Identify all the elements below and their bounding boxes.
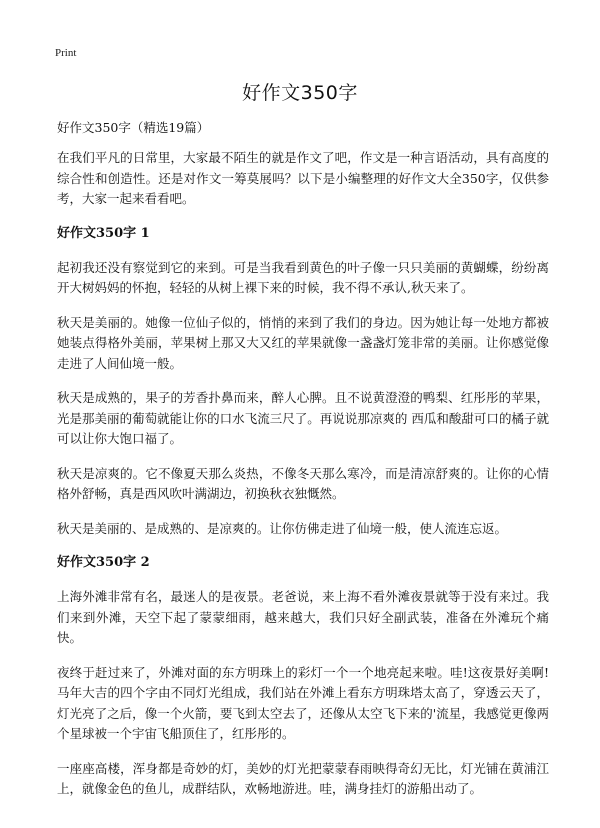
paragraph: 一座座高楼，浑身都是奇妙的灯，美妙的灯光把蒙蒙春雨映得奇幻无比，灯光铺在黄浦江上，就像金色的鱼儿，成群结队，欢畅地游进。哇，满身挂灯的游船出动了。 [57,760,549,796]
document-title: 好作文350字 [242,82,358,104]
print-link[interactable]: Print [55,47,77,59]
section-2 [57,553,549,800]
paragraph: 起初我还没有察觉到它的来到。可是当我看到黄色的叶子像一只只美丽的黄蝴蝶，纷纷离开大树妈妈的怀抱，轻轻的从树上裸下来的时候，我不得不承认,秋天来了。 [57,259,549,295]
paragraph: 秋天是成熟的，果子的芳香扑鼻而来，醉人心脾。且不说黄澄澄的鸭梨、红彤彤的苹果，光是那美丽的葡萄就能让你的口水飞流三尺了。再说说那凉爽的 西瓜和酸甜可口的橘子就可以让你大饱口福了。 [57,390,549,446]
intro-paragraph: 在我们平凡的日常里，大家最不陌生的就是作文了吧，作文是一种言语活动，具有高度的综合性和创造性。还是对作文一筹莫展吗？以下是小编整理的好作文大全350字，仅供参考，大家一起来看看吧。 [57,150,549,206]
document-subtitle: 好作文350字（精选19篇） [57,120,210,135]
section-1 [57,224,549,540]
paragraph: 秋天是美丽的。她像一位仙子似的，悄悄的来到了我们的身边。因为她让每一处地方都被她装点得格外美丽，苹果树上那又大又红的苹果就像一盏盏灯笼非常的美丽。让你感觉像走进了人间仙境一般。 [57,314,549,371]
paragraph: 夜终于赶过来了，外滩对面的东方明珠上的彩灯一个一个地亮起来啦。哇!这夜景好美啊!马年大吉的四个字由不同灯光组成，我们站在外滩上看东方明珠塔太高了，穿透云天了，灯光亮了之后，像一个火箭，要飞到太空去了，还像从太空飞下来的'流星，我感觉更像两个星球被一个宇宙飞船顶住了，红彤彤的。 [57,664,549,741]
paragraph: 秋天是美丽的、是成熟的、是凉爽的。让你仿佛走进了仙境一般，使人流连忘返。 [57,520,508,536]
document-body [57,118,549,814]
section-heading: 好作文350字 2 [57,555,150,570]
section-heading: 好作文350字 1 [57,225,150,241]
paragraph: 秋天是凉爽的。它不像夏天那么炎热，不像冬天那么寒冷，而是清凉舒爽的。让你的心情格外舒畅，真是西风吹叶满湖边，初换秋衣独慨然。 [57,465,549,501]
paragraph: 上海外滩非常有名，最迷人的是夜景。老爸说，来上海不看外滩夜景就等于没有来过。我们来到外滩，天空下起了蒙蒙细雨，越来越大，我们只好全副武装，准备在外滩玩个痛快。 [57,589,549,645]
